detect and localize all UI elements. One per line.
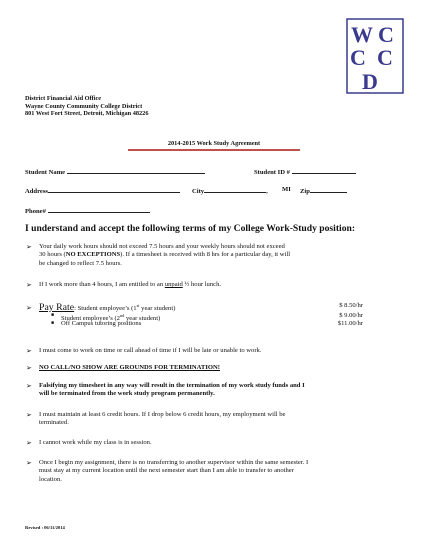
logo-letter-c1: C: [378, 22, 394, 47]
student-id-field: [254, 167, 356, 176]
arrow-bullet-icon: ➢: [26, 382, 32, 390]
arrow-bullet-icon: ➢: [26, 439, 32, 447]
pay-rate-block: ➢ Pay Rate: Student employee’s (1st year student) $ 8.50/hr ■ Student employee’s (2nd year student) $ 9.00/hr ■ Off Campus tutoring positions $11.00/hr: [39, 302, 379, 328]
arrow-bullet-icon: ➢: [26, 364, 32, 372]
city-field: City ,: [192, 188, 268, 195]
phone-input[interactable]: [48, 206, 150, 213]
terms-heading: I understand and accept the following terms of my College Work-Study position:: [25, 223, 356, 234]
document-title: 2014-2015 Work Study Agreement: [167, 140, 261, 147]
student-name-label: Student Name: [25, 169, 66, 176]
mi-label: MI: [282, 186, 291, 193]
org-name: Wayne County Community College District: [25, 102, 143, 110]
pay-rate-label: Pay Rate: [39, 302, 75, 314]
student-id-input[interactable]: [292, 167, 356, 174]
arrow-bullet-icon: ➢: [26, 459, 32, 467]
term-class-session: ➢ I cannot work while my class is in session.: [26, 439, 152, 447]
logo-letter-c2: C: [350, 45, 366, 70]
address-input[interactable]: [48, 186, 180, 193]
term-lunch: ➢ If I work more than 4 hours, I am entitled to an unpaid ½ hour lunch.: [26, 281, 222, 289]
wcccd-logo: [346, 18, 404, 94]
revised-date: Revised : 06/11/2014: [25, 525, 65, 530]
phone-field: [25, 206, 150, 215]
term-daily-hours: ➢ Your daily work hours should not exceed 7.5 hours and your weekly hours should not exceed 30 hours (NO EXCEPTIONS). If a timesheet is received with 8 hrs for a particular day, it will be changed to reflect 7.5 hours.: [26, 243, 291, 267]
arrow-bullet-icon: ➢: [26, 304, 32, 312]
term-no-call-no-show: ➢ NO CALL/NO SHOW ARE GROUNDS FOR TERMINATION!: [26, 364, 220, 372]
term-no-transfer: ➢ Once I begin my assignment, there is no transferring to another supervisor within the same semester. I must stay at my current location until the next semester start than I am able to transfer to another location.: [26, 459, 309, 483]
student-name-field: [25, 167, 205, 176]
title-underline-rule: [128, 149, 300, 151]
arrow-bullet-icon: ➢: [26, 411, 32, 419]
org-address: 801 West Fort Street, Detroit, Michigan 48226: [25, 110, 149, 118]
pay-row-tutoring: ■ Off Campus tutoring positions $11.00/hr: [51, 319, 363, 327]
mi-field: [282, 186, 291, 193]
city-input[interactable]: [204, 186, 266, 193]
arrow-bullet-icon: ➢: [26, 347, 32, 355]
phone-label: Phone#: [25, 208, 46, 215]
org-address-block: [25, 95, 148, 118]
zip-field: [300, 186, 347, 195]
zip-label: Zip: [300, 188, 310, 195]
city-label: City: [192, 188, 205, 195]
logo-letter-c3: C: [377, 45, 393, 70]
address-label: Address: [25, 188, 48, 195]
term-credit-hours: ➢ I must maintain at least 6 credit hours. If I drop below 6 credit hours, my employment will be terminated.: [26, 411, 286, 427]
student-name-input[interactable]: [67, 167, 205, 174]
address-field: [25, 186, 180, 195]
org-office: District Financial Aid Office: [25, 95, 102, 102]
zip-input[interactable]: [310, 186, 347, 193]
logo-letter-w: W: [351, 22, 373, 47]
logo-letter-d: D: [362, 69, 378, 94]
arrow-bullet-icon: ➢: [26, 243, 32, 251]
pay-rate-tutoring: $11.00/hr: [337, 319, 363, 327]
term-punctuality: ➢ I must come to work on time or call ahead of time if I will be late or unable to work.: [26, 347, 262, 355]
pay-rate-second-year: $ 9.00/hr: [339, 311, 363, 319]
square-bullet-icon: ■: [51, 320, 55, 326]
student-id-label: Student ID #: [254, 169, 290, 176]
term-falsifying-timesheet: ➢ Falsifying my timesheet in any way will result in the termination of my work study funds and I will be terminated from the work study program permanently.: [26, 382, 305, 398]
square-bullet-icon: ■: [51, 312, 55, 318]
pay-rate-first-year: $ 8.50/hr: [339, 302, 363, 309]
arrow-bullet-icon: ➢: [26, 281, 32, 289]
pay-row-second-year: ■ Student employee’s (2nd year student) $ 9.00/hr: [51, 311, 363, 322]
